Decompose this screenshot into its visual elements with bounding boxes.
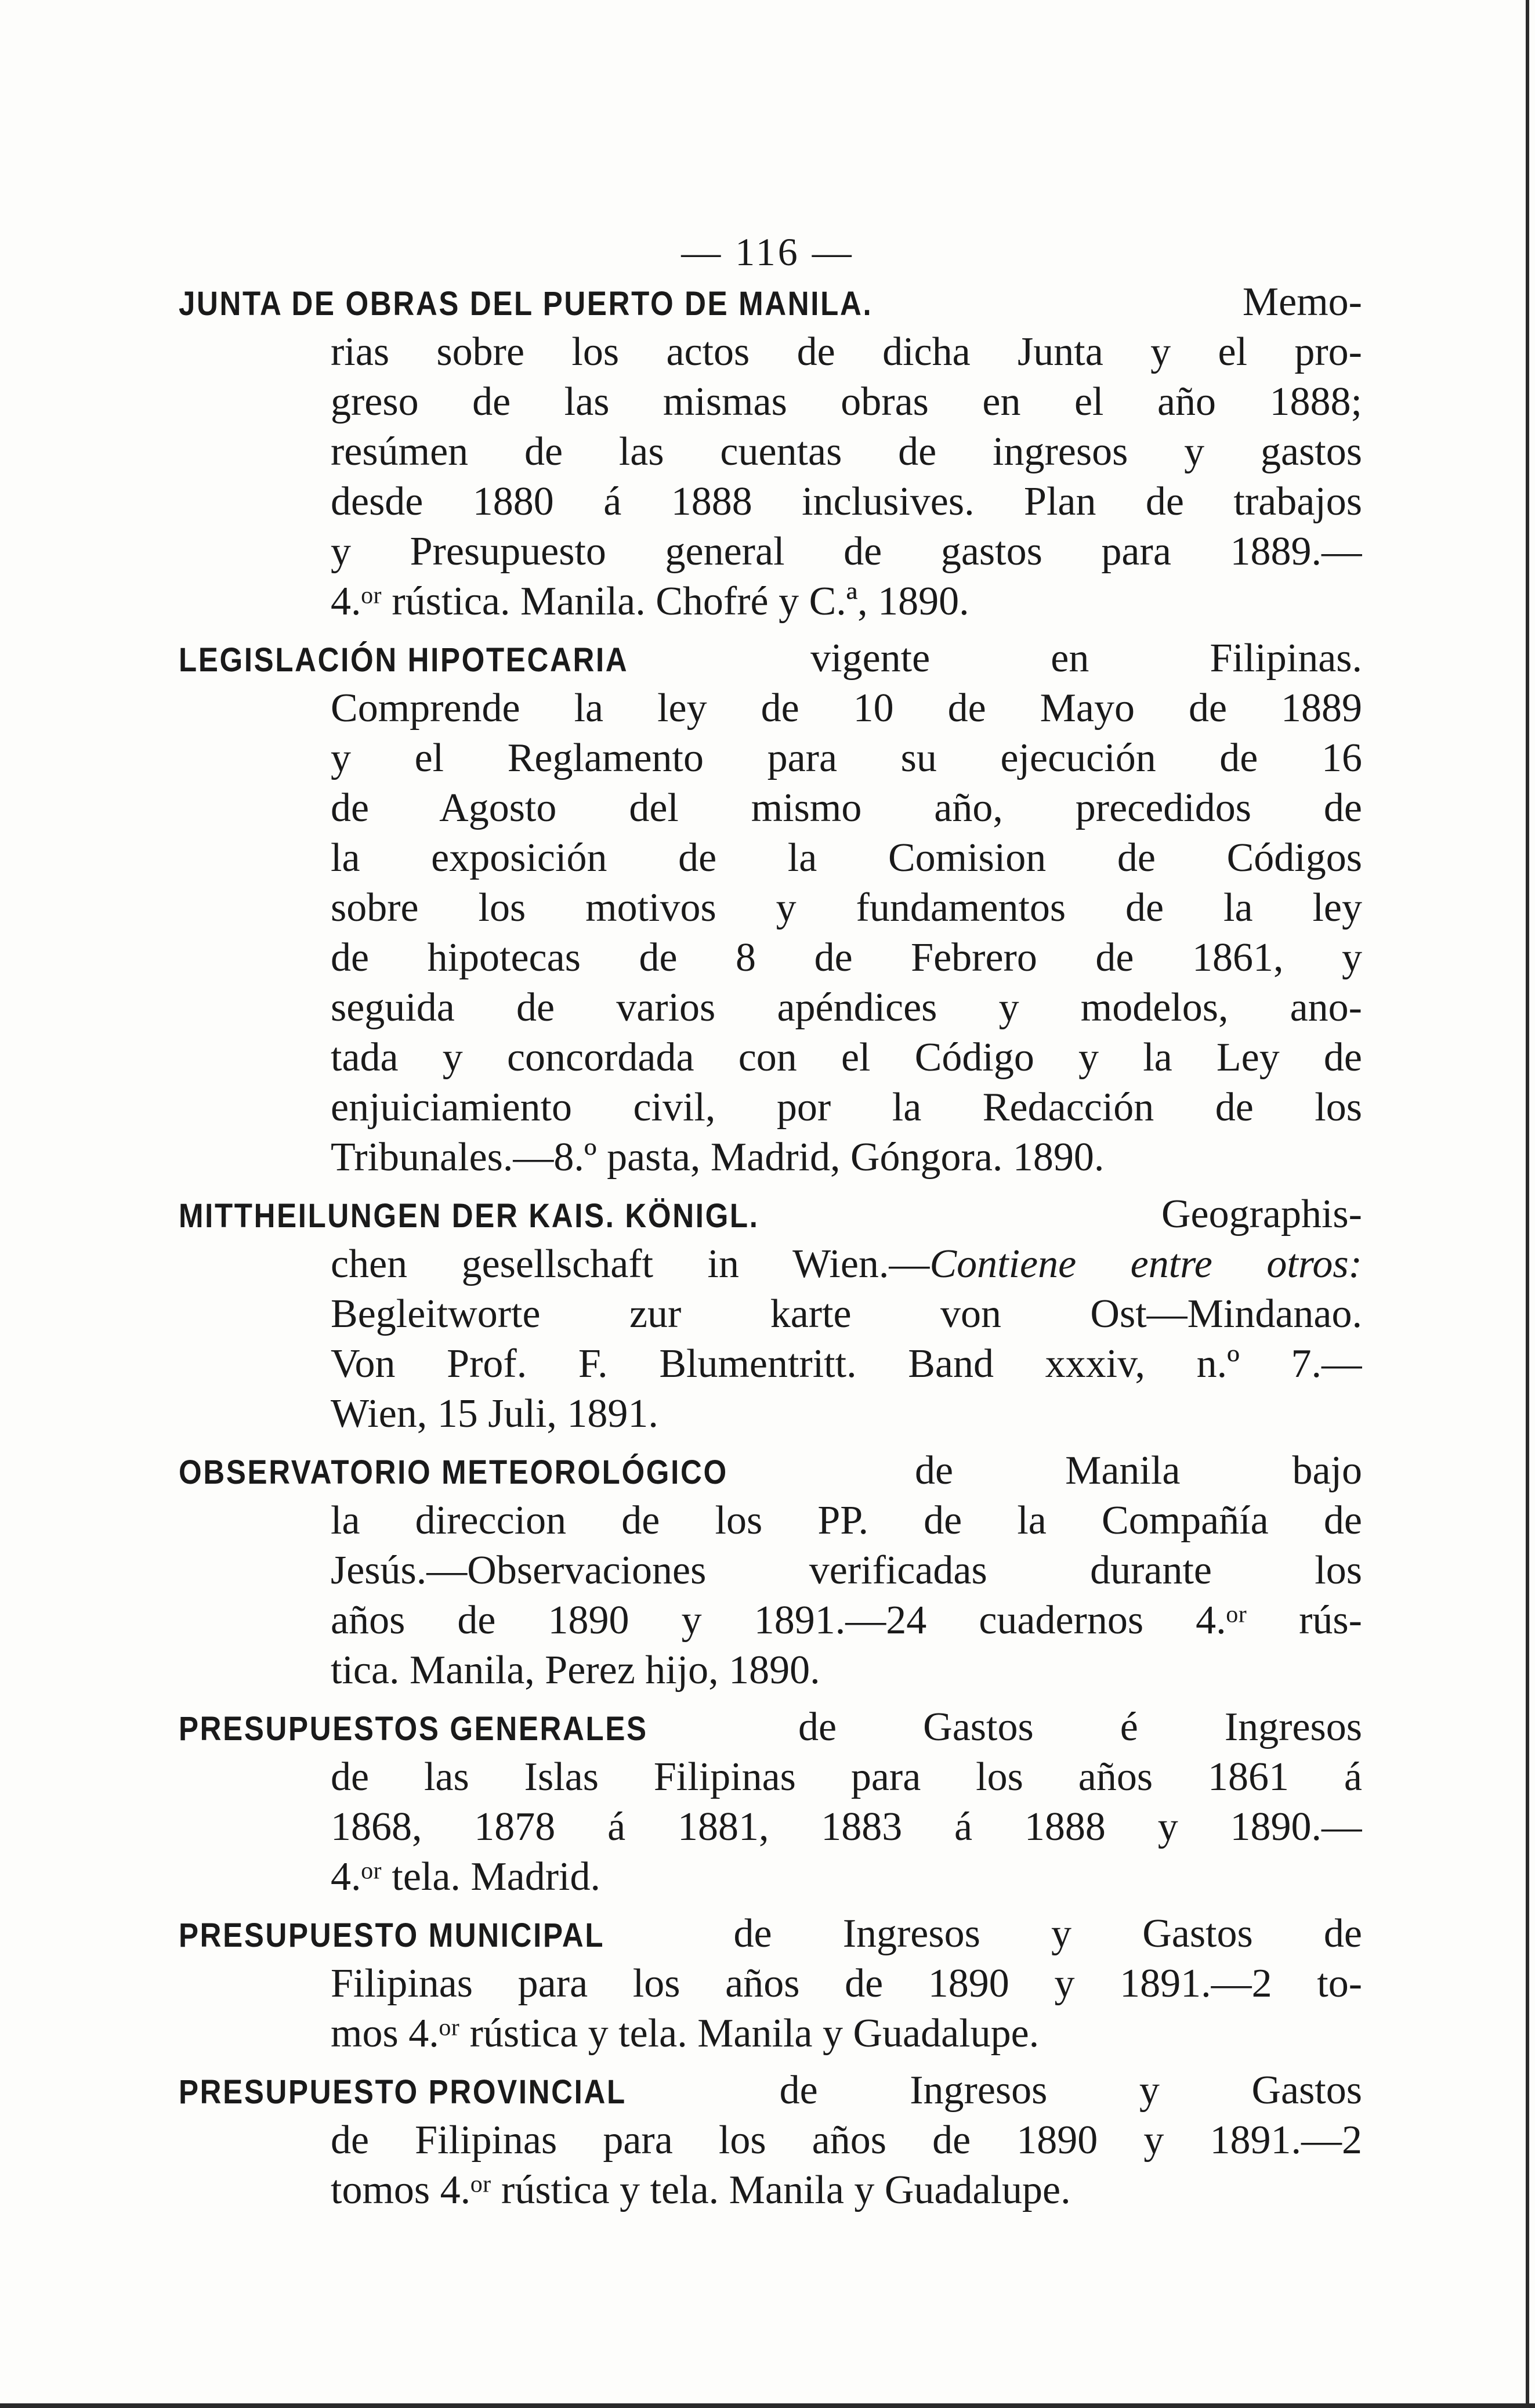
entry-line: resúmen de las cuentas de ingresos y gastos [331,429,1362,474]
entry-heading: OBSERVATORIO METEOROLÓGICO [179,1454,728,1491]
entry-line: tada y concordada con el Código y la Ley de [331,1035,1362,1080]
page-number: — 116 — [681,230,854,274]
entry-line: enjuiciamiento civil, por la Redacción de los [331,1085,1362,1130]
entry-heading: LEGISLACIÓN HIPOTECARIA [179,641,629,679]
entry-presupuesto-municipal [179,1909,1362,2059]
entry-legislacion-hipotecaria [179,634,1362,1183]
entry-line: sobre los motivos y fundamentos de la ley [331,885,1362,930]
entry-line: seguida de varios apéndices y modelos, ano- [331,985,1362,1030]
entry-line: Tribunales.—8.º pasta, Madrid, Góngora. 1890. [331,1135,1105,1180]
entry-observatorio [179,1446,1362,1695]
entry-text: chen gesellschaft in Wien.— [331,1242,930,1286]
entry-line: de Agosto del mismo año, precedidos de [331,786,1362,830]
entry-junta-de-obras [179,277,1362,627]
entry-text: de Ingresos y Gastos de [662,1911,1362,1956]
entry-heading: JUNTA DE OBRAS DEL PUERTO DE MANILA. [179,285,873,323]
page-edge-bottom [0,2403,1535,2408]
entry-line: de Filipinas para los años de 1890 y 1891.—2 [331,2118,1362,2163]
entry-mittheilungen [179,1189,1362,1439]
entry-line: Jesús.—Observaciones verificadas durante los [331,1548,1362,1593]
entry-line: y el Reglamento para su ejecución de 16 [331,736,1362,780]
entry-text: Geographis- [838,1192,1362,1236]
entry-line: Filipinas para los años de 1890 y 1891.—2 to- [331,1961,1362,2006]
page-edge-right [1526,0,1529,2408]
entry-first-line [179,277,1362,327]
entry-first-line [179,1702,1362,1752]
entry-text: vigente en Filipinas. [690,636,1362,681]
entry-text: Memo- [967,280,1362,324]
entry-line: y Presupuesto general de gastos para 1889.— [331,529,1362,574]
entry-line: Begleitworte zur karte von Ost—Mindanao. [331,1292,1362,1336]
entry-line: greso de las mismas obras en el año 1888; [331,379,1362,424]
entry-line: 4.ᵒʳ tela. Madrid. [331,1854,600,1899]
entry-line [179,1239,1362,1289]
entry-presupuestos-generales [179,1702,1362,1902]
entry-line: 1868, 1878 á 1881, 1883 á 1888 y 1890.— [331,1805,1362,1849]
entry-heading: MITTHEILUNGEN DER KAIS. KÖNIGL. [179,1197,759,1235]
entry-line: Wien, 15 Juli, 1891. [331,1391,658,1436]
entry-line: 4.ᵒʳ rústica. Manila. Chofré y C.ª, 1890. [331,579,969,624]
entry-line: rias sobre los actos de dicha Junta y el pro- [331,330,1362,374]
entry-line: Comprende la ley de 10 de Mayo de 1889 [331,686,1362,731]
entry-first-line [179,1189,1362,1239]
entry-line: mos 4.ᵒʳ rústica y tela. Manila y Guadalupe. [331,2011,1040,2056]
entry-text: de Ingresos y Gastos [687,2068,1362,2113]
entry-line: tica. Manila, Perez hijo, 1890. [331,1648,820,1693]
entry-first-line [179,1446,1362,1496]
entry-first-line [179,2066,1362,2116]
entry-text: de Manila bajo [802,1448,1362,1493]
entry-heading: PRESUPUESTO MUNICIPAL [179,1917,605,1954]
bibliography-entries [179,277,1362,2222]
entry-heading: PRESUPUESTO PROVINCIAL [179,2073,627,2111]
entry-text: de Gastos é Ingresos [712,1705,1362,1749]
entry-first-line [179,634,1362,684]
entry-italic-text: Contiene entre otros: [929,1242,1362,1286]
entry-line: tomos 4.ᵒʳ rústica y tela. Manila y Guadalupe. [331,2168,1071,2212]
entry-line: desde 1880 á 1888 inclusives. Plan de trabajos [331,479,1362,524]
entry-line: de hipotecas de 8 de Febrero de 1861, y [331,935,1362,980]
entry-line: de las Islas Filipinas para los años 1861 á [331,1755,1362,1799]
entry-first-line [179,1909,1362,1959]
entry-line: años de 1890 y 1891.—24 cuadernos 4.ᵒʳ rús- [331,1598,1362,1643]
entry-heading: PRESUPUESTOS GENERALES [179,1710,648,1748]
entry-presupuesto-provincial [179,2066,1362,2215]
entry-line: la exposición de la Comision de Códigos [331,836,1362,880]
entry-line: la direccion de los PP. de la Compañía de [331,1498,1362,1543]
entry-line: Von Prof. F. Blumentritt. Band xxxiv, n.º 7.— [331,1342,1362,1386]
